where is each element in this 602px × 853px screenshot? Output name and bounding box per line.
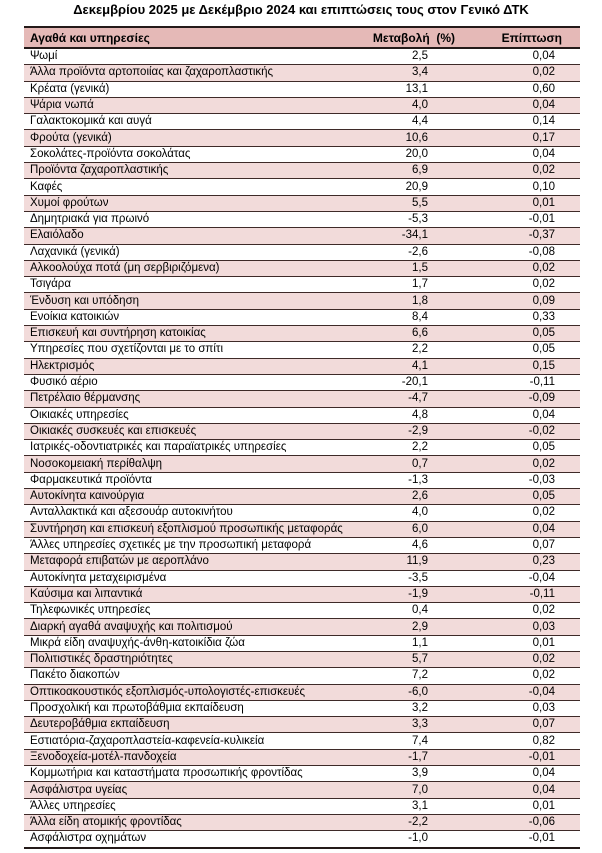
change-cell: 3,4 [354,65,469,81]
change-cell: -4,7 [354,391,469,407]
change-cell: 3,9 [354,766,469,782]
category-cell: Κρέατα (γενικά) [24,81,354,97]
table-row [24,766,580,782]
impact-cell: 0,04 [469,48,580,65]
category-cell: Άλλες υπηρεσίες [24,798,354,814]
category-cell: Διαρκή αγαθά αναψυχής και πολιτισμού [24,619,354,635]
change-cell: 4,1 [354,358,469,374]
impact-cell: 0,07 [469,537,580,553]
change-cell: 10,6 [354,130,469,146]
change-cell: 2,2 [354,342,469,358]
table-row [24,554,580,570]
category-cell: Άλλα είδη ατομικής φροντίδας [24,814,354,830]
impact-cell: -0,01 [469,211,580,227]
impact-cell: 0,05 [469,440,580,456]
category-cell: Ψωμί [24,48,354,65]
impact-cell: -0,03 [469,472,580,488]
category-cell: Οικιακές υπηρεσίες [24,407,354,423]
impact-cell: 0,02 [469,505,580,521]
impact-cell: 0,33 [469,309,580,325]
category-cell: Καφές [24,179,354,195]
category-cell: Επισκευή και συντήρηση κατοικίας [24,326,354,342]
change-cell: -1,3 [354,472,469,488]
impact-cell: -0,04 [469,570,580,586]
impact-cell: 0,05 [469,342,580,358]
change-cell: -3,5 [354,570,469,586]
impact-cell: 0,09 [469,293,580,309]
impact-cell: 0,05 [469,489,580,505]
impact-cell: 0,02 [469,163,580,179]
impact-cell: 0,02 [469,456,580,472]
change-cell: 8,4 [354,309,469,325]
impact-cell: 0,02 [469,260,580,276]
category-cell: Πακέτο διακοπών [24,668,354,684]
category-cell: Πολιτιστικές δραστηριότητες [24,651,354,667]
header-row [24,27,580,48]
table-row [24,489,580,505]
change-cell: 5,5 [354,195,469,211]
table-row [24,228,580,244]
impact-cell: 0,02 [469,277,580,293]
table-row [24,651,580,667]
category-cell: Φυσικό αέριο [24,374,354,390]
category-cell: Ανταλλακτικά και αξεσουάρ αυτοκινήτου [24,505,354,521]
category-cell: Αυτοκίνητα καινούργια [24,489,354,505]
impact-cell: 0,07 [469,717,580,733]
table-row [24,635,580,651]
table-row [24,48,580,65]
impact-cell: 0,04 [469,766,580,782]
table-row [24,700,580,716]
category-cell: Μικρά είδη αναψυχής-άνθη-κατοικίδια ζώα [24,635,354,651]
change-cell: 0,4 [354,603,469,619]
impact-cell: -0,11 [469,586,580,602]
impact-cell: 0,10 [469,179,580,195]
change-cell: 20,0 [354,146,469,162]
category-cell: Αυτοκίνητα μεταχειρισμένα [24,570,354,586]
change-cell: 11,9 [354,554,469,570]
impact-cell: 0,04 [469,146,580,162]
change-cell: 1,5 [354,260,469,276]
change-cell: 5,7 [354,651,469,667]
table-row [24,472,580,488]
table-row [24,619,580,635]
change-cell: -5,3 [354,211,469,227]
category-cell: Πετρέλαιο θέρμανσης [24,391,354,407]
category-cell: Φρούτα (γενικά) [24,130,354,146]
category-cell: Ασφάλιστρα υγείας [24,782,354,798]
change-cell: 3,3 [354,717,469,733]
table-row [24,97,580,113]
change-cell: 4,0 [354,97,469,113]
change-cell: 2,6 [354,489,469,505]
category-cell: Άλλες υπηρεσίες σχετικές με την προσωπική μεταφορά [24,537,354,553]
category-cell: Προϊόντα ζαχαροπλαστικής [24,163,354,179]
impact-cell: 0,03 [469,619,580,635]
category-cell: Χυμοί φρούτων [24,195,354,211]
table-row [24,684,580,700]
category-cell: Λαχανικά (γενικά) [24,244,354,260]
change-cell: 7,0 [354,782,469,798]
change-cell: 4,8 [354,407,469,423]
table-row [24,440,580,456]
change-cell: -2,9 [354,423,469,439]
category-cell: Οικιακές συσκευές και επισκευές [24,423,354,439]
impact-cell: 0,04 [469,521,580,537]
impact-cell: -0,37 [469,228,580,244]
table-row [24,782,580,798]
table-row [24,244,580,260]
change-cell: 20,9 [354,179,469,195]
impact-cell: 0,02 [469,65,580,81]
column-header-impact: Επίπτωση [469,27,580,48]
table-row [24,179,580,195]
change-cell: -2,6 [354,244,469,260]
category-cell: Μεταφορά επιβατών με αεροπλάνο [24,554,354,570]
table-row [24,374,580,390]
impact-cell: 0,01 [469,798,580,814]
table-row [24,309,580,325]
change-cell: 7,4 [354,733,469,749]
impact-cell: -0,01 [469,749,580,765]
category-cell: Οπτικοακουστικός εξοπλισμός-υπολογιστές-επισκευές [24,684,354,700]
category-cell: Ένδυση και υπόδηση [24,293,354,309]
table-row [24,814,580,830]
category-cell: Αλκοολούχα ποτά (μη σερβιριζόμενα) [24,260,354,276]
change-cell: 13,1 [354,81,469,97]
table-row [24,570,580,586]
category-cell: Ενοίκια κατοικιών [24,309,354,325]
table-row [24,586,580,602]
table-row [24,521,580,537]
table-row [24,81,580,97]
category-cell: Φαρμακευτικά προϊόντα [24,472,354,488]
change-cell: 2,2 [354,440,469,456]
impact-cell: 0,82 [469,733,580,749]
change-cell: 3,2 [354,700,469,716]
impact-cell: 0,02 [469,668,580,684]
category-cell: Άλλα προϊόντα αρτοποιίας και ζαχαροπλαστικής [24,65,354,81]
change-cell: 6,9 [354,163,469,179]
change-cell: 2,5 [354,48,469,65]
change-cell: 3,1 [354,798,469,814]
impact-cell: 0,17 [469,130,580,146]
table-row [24,358,580,374]
column-header-goods-services: Αγαθά και υπηρεσίες [24,27,354,48]
impact-cell: 0,02 [469,603,580,619]
category-cell: Σοκολάτες-προϊόντα σοκολάτας [24,146,354,162]
category-cell: Τηλεφωνικές υπηρεσίες [24,603,354,619]
page-title: Δεκεμβρίου 2025 με Δεκέμβριο 2024 και επιπτώσεις τους στον Γενικό ΔΤΚ [73,2,529,17]
change-cell: 4,6 [354,537,469,553]
table-row [24,831,580,848]
category-cell: Καύσιμα και λιπαντικά [24,586,354,602]
table-row [24,146,580,162]
table-row [24,293,580,309]
change-cell: 6,6 [354,326,469,342]
impact-cell: 0,15 [469,358,580,374]
change-cell: 0,7 [354,456,469,472]
table-row [24,391,580,407]
table-row [24,668,580,684]
impact-cell: 0,14 [469,114,580,130]
table-row [24,277,580,293]
change-cell: 7,2 [354,668,469,684]
table-row [24,211,580,227]
table-header [24,27,580,48]
category-cell: Συντήρηση και επισκευή εξοπλισμού προσωπικής μεταφοράς [24,521,354,537]
category-cell: Δημητριακά για πρωινό [24,211,354,227]
category-cell: Προσχολική και πρωτοβάθμια εκπαίδευση [24,700,354,716]
table-row [24,195,580,211]
table-row [24,326,580,342]
change-cell: 6,0 [354,521,469,537]
impact-cell: -0,02 [469,423,580,439]
table-row [24,505,580,521]
change-cell: -6,0 [354,684,469,700]
change-cell: 1,7 [354,277,469,293]
table-row [24,65,580,81]
impact-cell: -0,01 [528,832,555,845]
impact-cell: 0,23 [469,554,580,570]
table-row [24,717,580,733]
category-cell: Ελαιόλαδο [24,228,354,244]
table-row [24,537,580,553]
cpi-table [24,26,580,849]
impact-cell: -0,08 [469,244,580,260]
change-cell: 4,0 [354,505,469,521]
impact-cell: -0,04 [469,684,580,700]
column-header-change-percent: Μεταβολή (%) [354,27,469,48]
table-row [24,456,580,472]
change-cell: -34,1 [354,228,469,244]
table-row [24,342,580,358]
impact-cell: -0,09 [469,391,580,407]
impact-cell: 0,03 [469,700,580,716]
impact-cell: 0,04 [469,97,580,113]
change-cell: 1,1 [354,635,469,651]
change-cell: -20,1 [354,374,469,390]
category-cell: Ξενοδοχεία-μοτέλ-πανδοχεία [24,749,354,765]
change-cell: -1,9 [354,586,469,602]
category-cell: Κομμωτήρια και καταστήματα προσωπικής φροντίδας [24,766,354,782]
change-cell: -2,2 [354,814,469,830]
change-cell: -1,0 [408,832,428,845]
impact-cell: -0,06 [469,814,580,830]
impact-cell: 0,60 [469,81,580,97]
category-cell: Ιατρικές-οδοντιατρικές και παραϊατρικές υπηρεσίες [24,440,354,456]
impact-cell: 0,01 [469,635,580,651]
change-cell: 2,9 [354,619,469,635]
category-cell: Γαλακτοκομικά και αυγά [24,114,354,130]
category-cell: Ασφάλιστρα οχημάτων [30,832,147,845]
category-cell: Τσιγάρα [24,277,354,293]
category-cell: Ηλεκτρισμός [24,358,354,374]
impact-cell: -0,11 [469,374,580,390]
impact-cell: 0,01 [469,195,580,211]
table-row [24,603,580,619]
table-row [24,423,580,439]
category-cell: Ψάρια νωπά [24,97,354,113]
table-row [24,733,580,749]
category-cell: Δευτεροβάθμια εκπαίδευση [24,717,354,733]
table-row [24,749,580,765]
table-row [24,798,580,814]
change-cell: 4,4 [354,114,469,130]
table-row [24,260,580,276]
change-cell: -1,7 [354,749,469,765]
change-cell: 1,8 [354,293,469,309]
impact-cell: 0,05 [469,326,580,342]
table-row [24,163,580,179]
category-cell: Εστιατόρια-ζαχαροπλαστεία-καφενεία-κυλικεία [24,733,354,749]
category-cell: Νοσοκομειακή περίθαλψη [24,456,354,472]
impact-cell: 0,02 [469,651,580,667]
table-row [24,114,580,130]
impact-cell: 0,04 [469,407,580,423]
table-row [24,130,580,146]
category-cell: Υπηρεσίες που σχετίζονται με το σπίτι [24,342,354,358]
table-row [24,407,580,423]
impact-cell: 0,04 [469,782,580,798]
table-body [24,48,580,848]
